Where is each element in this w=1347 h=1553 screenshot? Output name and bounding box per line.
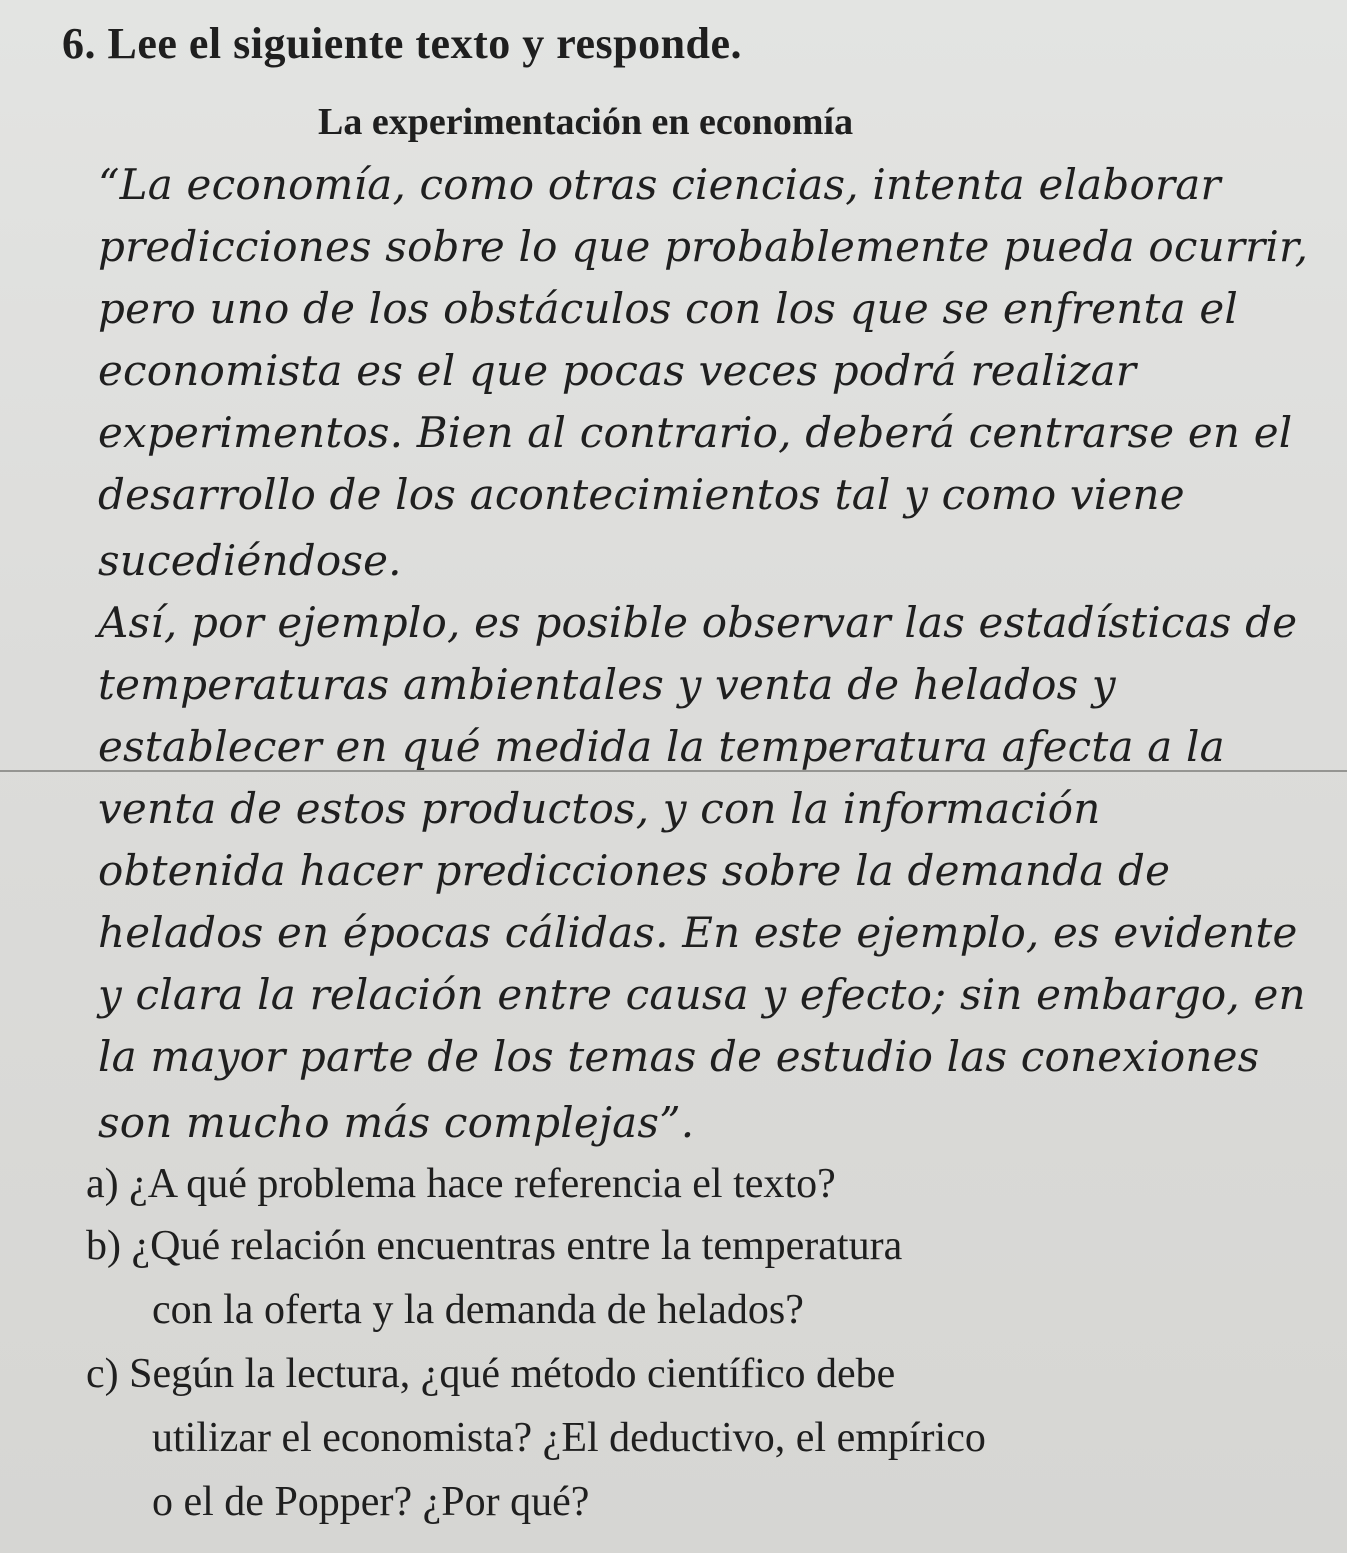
quote-line: economista es el que pocas veces podrá realizar [98,346,1137,395]
quote-line: establecer en qué medida la temperatura afecta a la [98,722,1225,771]
quote-line: “La economía, como otras ciencias, intenta elaborar [98,160,1221,209]
quote-line: experimentos. Bien al contrario, deberá centrarse en el [98,408,1293,457]
quote-line: la mayor parte de los temas de estudio las conexiones [98,1032,1260,1081]
question-line: o el de Popper? ¿Por qué? [152,1479,590,1525]
exercise-heading: 6. Lee el siguiente texto y responde. [62,19,743,68]
question-line: utilizar el economista? ¿El deductivo, el empírico [152,1415,986,1461]
reading-title: La experimentación en economía [318,101,854,143]
quote-line: obtenida hacer predicciones sobre la demanda de [98,846,1171,895]
question-line: b) ¿Qué relación encuentras entre la temperatura [86,1223,903,1269]
question-line: c) Según la lectura, ¿qué método científico debe [86,1351,896,1397]
question-line: con la oferta y la demanda de helados? [152,1287,804,1333]
quote-line: Así, por ejemplo, es posible observar las estadísticas de [98,598,1298,647]
quote-line: son mucho más complejas”. [98,1098,695,1147]
quote-line: desarrollo de los acontecimientos tal y como viene [98,470,1185,519]
quote-line: sucediéndose. [98,536,402,585]
quote-line: venta de estos productos, y con la información [98,784,1101,833]
quote-line: temperaturas ambientales y venta de helados y [98,660,1116,709]
quote-line: pero uno de los obstáculos con los que se enfrenta el [98,284,1239,333]
quote-line: y clara la relación entre causa y efecto; sin embargo, en [98,970,1306,1019]
quote-line: helados en épocas cálidas. En este ejemplo, es evidente [98,908,1298,957]
quote-line: predicciones sobre lo que probablemente pueda ocurrir, [98,222,1309,271]
question-line: a) ¿A qué problema hace referencia el texto? [86,1161,836,1207]
